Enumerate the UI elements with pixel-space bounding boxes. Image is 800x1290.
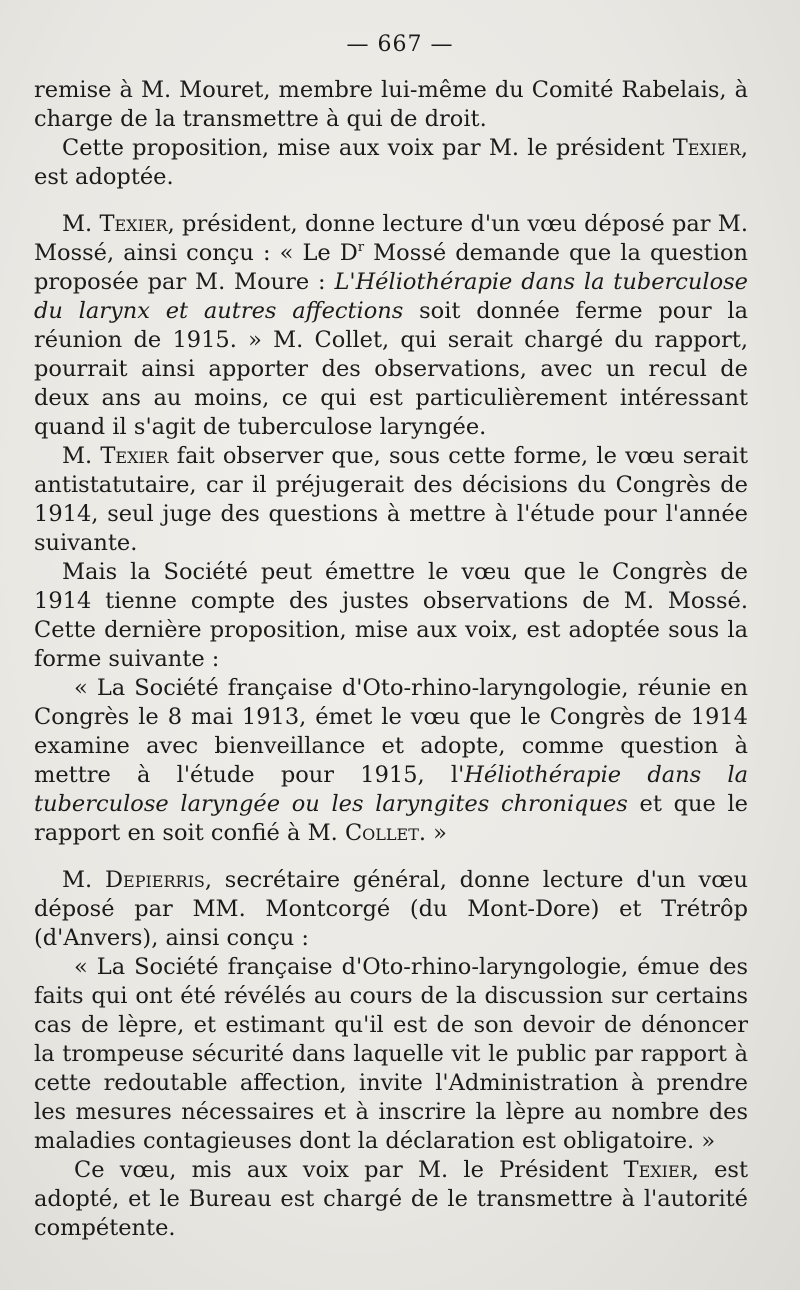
person-name: Texier <box>672 135 741 161</box>
paragraph-6-quote <box>34 674 748 848</box>
text: « La Société française d'Oto-rhino-laryngologie, émue des faits qui ont été révélés au cours de la discussion sur certains cas de lèpre, et estimant qu'il est de son devoir de dénoncer la trompeuse sécurité dans laquelle vit le public par rapport à cette redoutable affection, invite l'Administration à prendre les mesures nécessaires et à inscrire la lèpre au nombre des maladies contagieuses dont la déclaration est obligatoire. » <box>34 954 748 1154</box>
text: M. <box>62 867 105 893</box>
superscript: r <box>357 240 365 255</box>
paragraph-8-quote <box>34 953 748 1156</box>
paragraph-5 <box>34 558 748 674</box>
page-number: — 667 — <box>346 32 454 57</box>
text: et que le rapport en soit confié à M. <box>34 791 748 846</box>
text: Mais la Société peut émettre le vœu que le Congrès de 1914 tienne compte des justes observations de M. Mossé. Cette dernière proposition, mise aux voix, est adoptée sous la forme suivante : <box>34 559 748 672</box>
text: M. <box>62 211 100 237</box>
person-name: Collet <box>344 820 419 846</box>
text: Ce vœu, mis aux voix par M. le Président <box>74 1157 624 1183</box>
text: , est adopté, et le Bureau est chargé de le transmettre à l'autorité compétente. <box>34 1157 748 1241</box>
italic-title: Héliothérapie dans la tuberculose laryngée ou les laryngites chroniques <box>34 762 749 817</box>
text: , est adoptée. <box>34 135 748 190</box>
text: remise à M. Mouret, membre lui-même du Comité Rabelais, à charge de la transmettre à qui de droit. <box>34 77 748 132</box>
person-name: Texier <box>99 211 168 237</box>
text: M. <box>62 443 101 469</box>
paragraph-2 <box>34 134 748 192</box>
person-name: Texier <box>100 443 169 469</box>
text: Cette proposition, mise aux voix par M. le président <box>62 135 673 161</box>
italic-title: L'Héliothérapie dans la tuberculose du larynx et autres affections <box>34 269 749 324</box>
text: soit donnée ferme pour la réunion de 1915. » M. Collet, qui serait chargé du rapport, pourrait ainsi apporter des observations, avec un recul de deux ans au moins, ce qui est particulièrement intéressant quand il s'agit de tuberculose laryngée. <box>34 298 748 440</box>
paragraph-4 <box>34 442 748 558</box>
person-name: Depierris <box>104 867 205 893</box>
text: fait observer que, sous cette forme, le vœu serait antistatutaire, car il préjugerait des décisions du Congrès de 1914, seul juge des questions à mettre à l'étude pour l'année suivante. <box>34 443 749 556</box>
paragraph-7 <box>34 866 748 953</box>
text: « La Société française d'Oto-rhino-laryngologie, réunie en Congrès le 8 mai 1913, émet le vœu que le Congrès de 1914 examine avec bienveillance et adopte, comme question à mettre à l'étude pour 1915, l' <box>34 675 748 788</box>
text: Mossé demande que la question proposée par M. Moure : <box>34 240 748 295</box>
text: . » <box>418 820 447 846</box>
paragraph-9 <box>34 1156 748 1243</box>
paragraph-3 <box>34 210 748 442</box>
text: , secrétaire général, donne lecture d'un vœu déposé par MM. Montcorgé (du Mont-Dore) et Trétrôp (d'Anvers), ainsi conçu : <box>34 867 748 951</box>
paragraph-1 <box>34 76 748 134</box>
person-name: Texier <box>623 1157 692 1183</box>
text: , président, donne lecture d'un vœu déposé par M. Mossé, ainsi conçu : « Le D <box>34 211 748 266</box>
document-body <box>34 76 748 1243</box>
